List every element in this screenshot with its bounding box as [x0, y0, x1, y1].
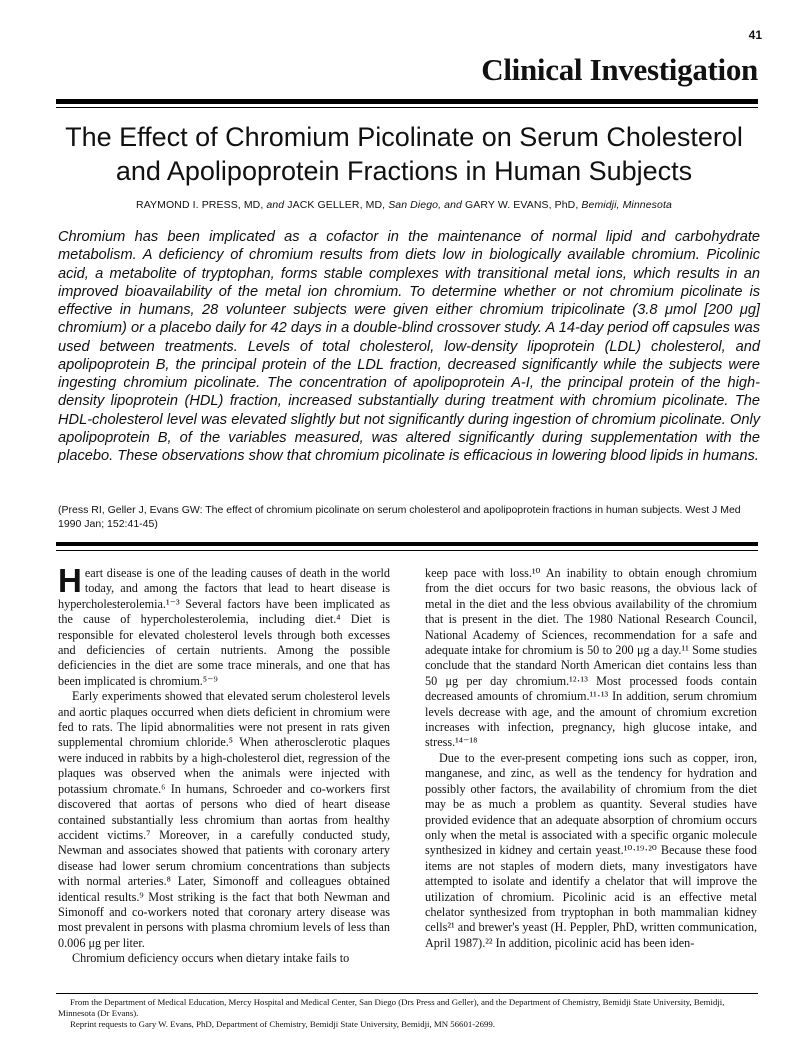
body-rule-thin	[56, 550, 758, 551]
author-evans: GARY W. EVANS, PhD,	[465, 199, 579, 211]
footnote-reprints: Reprint requests to Gary W. Evans, PhD, Department of Chemistry, Bemidji State University, Bemidji, MN 56601-2699.	[70, 1019, 495, 1029]
citation: (Press RI, Geller J, Evans GW: The effect of chromium picolinate on serum cholesterol and apolipoprotein fractions in human subjects. West J Med 1990 Jan; 152:41-45)	[58, 504, 741, 530]
body-paragraph: Due to the ever-present competing ions such as copper, iron, manganese, and zinc, as well as the tendency for hydration and possibly other factors, the availability of chromium from the diet may be as much a problem as quantity. Several studies have provided evidence that an adequate absorption of chromium occurs only when the metal is associated with a specific organic molecule synthesized in kidney and certain yeast.¹⁰·¹⁹·²⁰ Because these food items are not staples of modern diets, many investigators have attempted to isolate and identify a chelator that will improve the utilization of chromium. Picolinic acid is an effective metal chelator synthesized from tryptophan in both mammalian kidney cells²¹ and brewer's yeast (H. Peppler, PhD, written communication, April 1987).²² In addition, picolinic acid has been iden-	[425, 750, 757, 950]
author-conjunction: and	[444, 199, 462, 211]
article-title	[40, 120, 768, 188]
body-column-left	[58, 562, 390, 967]
author-location-san-diego: San Diego,	[388, 199, 442, 211]
footnote-rule	[56, 993, 758, 994]
author-press: RAYMOND I. PRESS, MD,	[136, 199, 264, 211]
article-title-line-1: The Effect of Chromium Picolinate on Serum Cholesterol	[65, 122, 743, 152]
body-paragraph-text: eart disease is one of the leading causes of death in the world today, and among the factors that lead to heart disease is hypercholesterolemia.¹⁻³ Several factors have been implicated as the cause of hypercholesterolemia, including diet.⁴ Diet is responsible for elevated cholesterol levels through both excesses and deficiencies of certain nutrients. Among the possible deficiencies in the diet are some trace minerals, and one that has been implicated is chromium.⁵⁻⁹	[58, 566, 390, 688]
body-paragraph: keep pace with loss.¹⁰ An inability to obtain enough chromium from the diet occurs for two basic reasons, the obvious lack of metal in the diet and the less obvious availability of the chromium that is present in the diet. The 1980 National Research Council, National Academy of Sciences, recommendation for a safe and adequate intake for chromium is 50 to 200 μg a day.¹¹ Some studies conclude that the standard North American diet contains less than 50 μg per day chromium.¹²·¹³ Most processed foods contain decreased amounts of chromium.¹¹·¹³ In addition, serum chromium levels decrease with age, and the amount of chromium excretion increases with infection, pregnancy, high glucose intake, and stress.¹⁴⁻¹⁸	[425, 566, 757, 750]
body-paragraph: Early experiments showed that elevated serum cholesterol levels and aortic plaques occurred when diets deficient in chromium were fed to rats. The lipid abnormalities were not present in rats given supplemental chromium chloride.⁵ When atherosclerotic plaques were induced in rabbits by a high-cholesterol diet, regression of the plaques was observed when the animals were injected with potassium chromate.⁶ In humans, Schroeder and co-workers first discovered that aortas of persons who died of heart disease contained substantially less chromium than aortas from healthy accident victims.⁷ Moreover, in a carefully conducted study, Newman and associates showed that patients with coronary artery disease had lower serum chromium concentrations than subjects with normal arteries.⁸ Later, Simonoff and colleagues obtained identical results.⁹ Most striking is the fact that both Newman and Simonoff and co-workers noted that coronary artery disease was most prevalent in persons with plasma chromium levels of less than 0.006 μg per liter.	[58, 689, 390, 950]
author-location-bemidji: Bemidji, Minnesota	[581, 199, 672, 211]
page-number: 41	[748, 28, 762, 42]
body-rule-thick	[56, 542, 758, 546]
footnotes	[58, 997, 760, 1030]
abstract: Chromium has been implicated as a cofactor in the maintenance of normal lipid and carbohydrate metabolism. A deficiency of chromium results from diets low in biologically available chromium. Picolinic acid, a metabolite of tryptophan, forms stable complexes with transitional metal ions, which results in an improved bioavailability of the metal ion chromium. To determine whether or not chromium picolinate is effective in humans, 28 volunteer subjects were given either chromium tripicolinate (3.8 μmol [200 μg] chromium) or a placebo daily for 42 days in a double-blind crossover study. A 14-day period off capsules was used between treatments. Levels of total cholesterol, low-density lipoprotein (LDL) cholesterol, and apolipoprotein B, the principal protein of the LDL fraction, decreased significantly while the subjects were ingesting chromium picolinate. The concentration of apolipoprotein A-I, the principal protein of the high-density lipoprotein (HDL) fraction, increased substantially during treatment with chromium picolinate. The HDL-cholesterol level was elevated slightly but not significantly during ingestion of chromium picolinate. Only apolipoprotein B, of the variables measured, was altered significantly during supplementation with the placebo. These observations show that chromium picolinate is efficacious in lowering blood lipids in humans.	[58, 229, 760, 464]
section-title: Clinical Investigation	[481, 52, 758, 87]
header-rule-thin	[56, 107, 758, 108]
body-column-right	[425, 566, 757, 951]
body-paragraph: Chromium deficiency occurs when dietary intake fails to	[72, 951, 350, 966]
drop-cap: H	[58, 562, 82, 599]
header-rule-thick	[56, 99, 758, 104]
body-paragraph	[58, 562, 390, 689]
author-geller: JACK GELLER, MD,	[287, 199, 386, 211]
author-conjunction: and	[266, 199, 285, 211]
author-line	[40, 199, 768, 211]
article-title-line-2: and Apolipoprotein Fractions in Human Subjects	[115, 156, 693, 186]
footnote-affiliation: From the Department of Medical Education, Mercy Hospital and Medical Center, San Diego (Drs Press and Geller), and the Department of Chemistry, Bemidji State University, Bemidji, Minnesota (Dr Evans).	[58, 997, 725, 1018]
